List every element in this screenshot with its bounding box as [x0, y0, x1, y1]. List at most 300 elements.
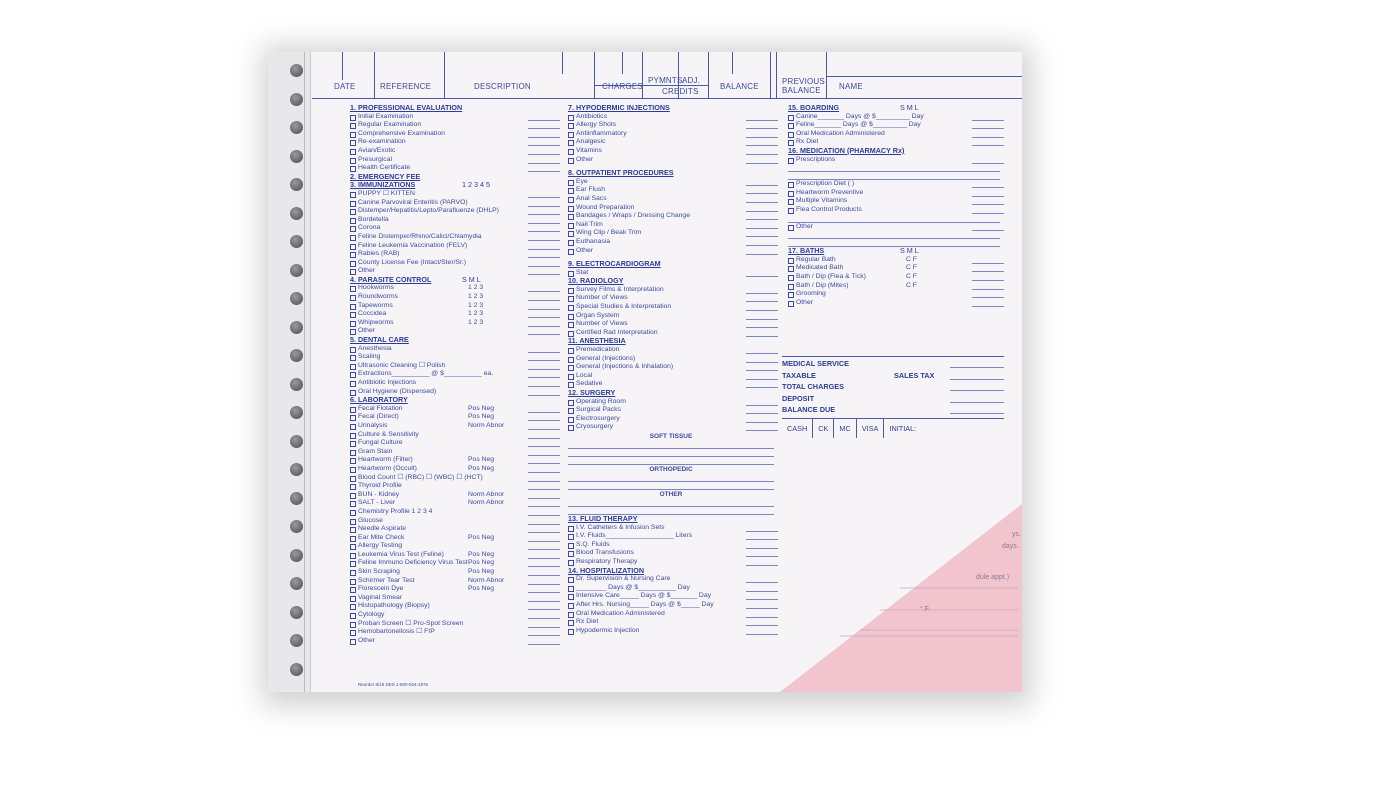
service-item-label: Florescein Dye — [358, 585, 404, 593]
checkbox[interactable] — [568, 197, 574, 203]
checkbox[interactable] — [568, 594, 574, 600]
payment-initial: INITIAL: — [889, 424, 917, 433]
service-item-label: Vaginal Smear — [358, 593, 403, 601]
checkbox[interactable] — [568, 408, 574, 414]
checkbox[interactable] — [350, 510, 356, 516]
service-item-label: Skin Scraping — [358, 568, 400, 576]
checkbox[interactable] — [568, 400, 574, 406]
service-item-label: Certified Rad Interpretation — [576, 328, 658, 336]
service-item-label: Distemper/Hepatitis/Lepto/Parafluenze (DHLP) — [358, 207, 499, 215]
section-heading — [350, 276, 556, 285]
service-item-label: Schirmer Tear Test — [358, 576, 415, 584]
section-heading-text: 15. BOARDING — [788, 103, 840, 112]
service-item-label: Bandages / Wraps / Dressing Change — [576, 212, 690, 220]
service-item — [350, 620, 556, 629]
service-item — [350, 499, 556, 508]
service-item-options: Pos Neg — [468, 568, 495, 576]
service-item-label: Cryosurgery — [576, 423, 614, 431]
checkbox[interactable] — [568, 296, 574, 302]
checkbox[interactable] — [568, 188, 574, 194]
header-payments: PYMNTS. — [648, 76, 685, 85]
service-item — [350, 482, 556, 491]
checkbox[interactable] — [350, 579, 356, 585]
checkbox[interactable] — [350, 252, 356, 258]
service-item — [350, 319, 556, 328]
service-item — [568, 147, 774, 156]
checkbox[interactable] — [568, 231, 574, 237]
service-item-label: Health Certificate — [358, 164, 411, 172]
service-item — [350, 491, 556, 500]
service-item-label: Premedication — [576, 346, 620, 354]
service-item — [350, 611, 556, 620]
service-item — [568, 398, 774, 407]
checkbox[interactable] — [350, 587, 356, 593]
checkbox[interactable] — [350, 441, 356, 447]
service-item — [350, 474, 556, 483]
service-item-label: S.Q. Fluids — [576, 540, 610, 548]
checkbox[interactable] — [568, 551, 574, 557]
section-heading — [350, 181, 556, 190]
service-item — [568, 238, 774, 247]
service-item-label: Medicated Bath — [796, 264, 844, 272]
service-item-label: Allergy Shots — [576, 121, 617, 129]
service-item — [350, 310, 556, 319]
service-item-label: Blood Transfusions — [576, 549, 634, 557]
service-item — [568, 406, 774, 415]
service-item — [568, 138, 774, 147]
service-item — [568, 415, 774, 424]
checkbox[interactable] — [350, 226, 356, 232]
service-item — [350, 594, 556, 603]
checkbox[interactable] — [350, 493, 356, 499]
service-item-label: Glucose — [358, 516, 383, 524]
checkbox[interactable] — [350, 596, 356, 602]
service-item — [350, 456, 556, 465]
copy-text-temp: ° F — [920, 606, 930, 613]
surgery-subheading: ORTHOPEDIC — [649, 465, 693, 473]
service-item-options: 1 2 3 — [468, 318, 484, 326]
checkbox[interactable] — [568, 249, 574, 255]
service-item-options: C F — [906, 264, 917, 272]
checkbox[interactable] — [350, 639, 356, 645]
checkbox[interactable] — [350, 630, 356, 636]
service-item — [568, 121, 774, 130]
header-credits: CREDITS — [662, 87, 699, 96]
checkbox[interactable] — [568, 577, 574, 583]
section-heading-text: 5. DENTAL CARE — [350, 335, 409, 345]
section-heading — [568, 260, 774, 269]
checkbox[interactable] — [788, 292, 794, 298]
service-item-label: General (Injections & Inhalation) — [576, 363, 674, 371]
feed-hole — [290, 178, 303, 191]
service-item-label: Rx Diet — [796, 138, 819, 146]
header-previous-balance: BALANCE — [782, 86, 821, 95]
service-item-label: Number of Views — [576, 320, 628, 328]
service-item-label: Re-examination — [358, 138, 406, 146]
service-item-label: Analgesic — [576, 138, 606, 146]
checkbox[interactable] — [350, 347, 356, 353]
section-heading-scale: S M L — [900, 103, 919, 112]
sales-tax-label: SALES TAX — [894, 370, 935, 380]
service-item — [350, 138, 556, 147]
checkbox[interactable] — [568, 132, 574, 138]
checkbox[interactable] — [568, 214, 574, 220]
service-item-label: Electrosurgery — [576, 414, 620, 422]
service-item — [350, 422, 556, 431]
write-in-line — [788, 231, 1000, 239]
service-item-options: C F — [906, 255, 917, 263]
service-item-options: Pos Neg — [468, 559, 495, 567]
checkbox[interactable] — [350, 536, 356, 542]
checkbox[interactable] — [568, 348, 574, 354]
checkbox[interactable] — [350, 501, 356, 507]
service-item — [788, 113, 1000, 122]
checkbox[interactable] — [788, 191, 794, 197]
checkbox[interactable] — [788, 266, 794, 272]
service-item — [568, 212, 774, 221]
checkbox[interactable] — [568, 425, 574, 431]
service-item — [350, 568, 556, 577]
service-item — [568, 247, 774, 256]
service-item — [350, 199, 556, 208]
service-item-options: 1 2 3 — [468, 301, 484, 309]
checkbox[interactable] — [568, 180, 574, 186]
feed-hole — [290, 93, 303, 106]
write-in-line — [788, 215, 1000, 223]
checkbox[interactable] — [568, 140, 574, 146]
service-item — [350, 293, 556, 302]
checkbox[interactable] — [568, 417, 574, 423]
checkbox[interactable] — [568, 374, 574, 380]
checkbox[interactable] — [568, 240, 574, 246]
checkbox[interactable] — [788, 275, 794, 281]
checkbox[interactable] — [350, 527, 356, 533]
checkbox[interactable] — [568, 603, 574, 609]
checkbox[interactable] — [568, 223, 574, 229]
checkbox[interactable] — [568, 123, 574, 129]
section-heading-text: 11. ANESTHESIA — [568, 336, 626, 346]
checkbox[interactable] — [350, 484, 356, 490]
feed-hole — [290, 520, 303, 533]
checkbox[interactable] — [568, 158, 574, 164]
feed-hole — [290, 207, 303, 220]
feed-hole — [290, 321, 303, 334]
checkbox[interactable] — [568, 322, 574, 328]
service-item — [788, 273, 1000, 282]
checkbox[interactable] — [788, 258, 794, 264]
section-heading — [568, 515, 774, 524]
service-item-label: Other — [576, 155, 593, 163]
checkbox[interactable] — [568, 612, 574, 618]
service-item-options: Pos Neg — [468, 585, 495, 593]
checkbox[interactable] — [788, 132, 794, 138]
service-item-label: Ultrasonic Cleaning ☐ Polish — [358, 361, 446, 369]
section-heading-text: 9. ELECTROCARDIOGRAM — [568, 259, 661, 269]
service-item — [788, 223, 1000, 232]
service-item-label: Leukemia Virus Test (Feline) — [358, 550, 444, 558]
service-item-label: Special Studies & Interpretation — [576, 303, 672, 311]
service-item — [350, 233, 556, 242]
feed-hole — [290, 349, 303, 362]
feed-hole — [290, 577, 303, 590]
checkbox[interactable] — [788, 208, 794, 214]
section-heading-text: 1. PROFESSIONAL EVALUATION — [350, 103, 463, 112]
service-item — [788, 264, 1000, 273]
service-item — [788, 282, 1000, 291]
service-item-options: Pos Neg — [468, 550, 495, 558]
header-previous: PREVIOUS — [782, 77, 825, 86]
service-item-options: Pos Neg — [468, 533, 495, 541]
service-item-label: Feline Immuno Deficiency Virus Test — [358, 559, 468, 567]
service-item-label: General (Injections) — [576, 354, 636, 362]
service-item-label: Eye — [576, 177, 588, 185]
service-item-label: Stat — [576, 268, 589, 276]
checkbox[interactable] — [350, 381, 356, 387]
checkbox[interactable] — [350, 140, 356, 146]
service-item-label: Anal Sacs — [576, 194, 607, 202]
checkbox[interactable] — [350, 149, 356, 155]
section-heading-text: 12. SURGERY — [568, 388, 616, 397]
checkbox[interactable] — [788, 123, 794, 129]
checkbox[interactable] — [568, 149, 574, 155]
service-item-label: Ear Flush — [576, 186, 606, 194]
copy-text-days: days. — [1002, 543, 1019, 550]
services-column-1 — [350, 104, 556, 684]
service-item — [350, 405, 556, 414]
service-item-label: Intensive Care_____ Days @ $_______ Day — [576, 592, 711, 600]
service-item — [788, 189, 1000, 198]
checkbox[interactable] — [788, 225, 794, 231]
service-item — [350, 585, 556, 594]
checkbox[interactable] — [350, 407, 356, 413]
service-item-label: Multiple Vitamins — [796, 197, 848, 205]
checkbox[interactable] — [350, 458, 356, 464]
service-item — [568, 303, 774, 312]
service-item-label: Oral Medication Administered — [796, 129, 885, 137]
service-item — [788, 121, 1000, 130]
checkbox[interactable] — [350, 622, 356, 628]
section-heading-text: 13. FLUID THERAPY — [568, 513, 638, 523]
service-item — [568, 363, 774, 372]
feed-hole — [290, 121, 303, 134]
section-heading — [568, 277, 774, 286]
surgery-subheading: OTHER — [659, 490, 683, 498]
tractor-feed-strip — [268, 52, 311, 692]
service-item-label: Presurgical — [358, 155, 392, 163]
service-item-label: Needle Aspirate — [358, 525, 406, 533]
service-item — [568, 286, 774, 295]
write-in-line — [568, 441, 774, 449]
deposit-label: DEPOSIT — [782, 393, 1004, 405]
service-item — [350, 130, 556, 139]
service-item — [350, 259, 556, 268]
checkbox[interactable] — [350, 450, 356, 456]
service-item — [350, 628, 556, 637]
service-item — [350, 508, 556, 517]
section-heading — [350, 104, 556, 113]
checkbox[interactable] — [568, 620, 574, 626]
payment-check: CK — [813, 419, 834, 439]
checkbox[interactable] — [350, 467, 356, 473]
write-in-line — [568, 499, 774, 507]
checkbox[interactable] — [350, 355, 356, 361]
service-item-label: Fecal Flotation — [358, 404, 403, 412]
service-item-label: Antibiotic Injections — [358, 379, 417, 386]
checkbox[interactable] — [350, 321, 356, 327]
service-item — [350, 637, 556, 646]
checkbox[interactable] — [350, 570, 356, 576]
service-item-options: C F — [906, 272, 917, 280]
checkbox[interactable] — [568, 305, 574, 311]
service-item — [568, 618, 774, 627]
service-item — [568, 221, 774, 230]
checkbox[interactable] — [788, 284, 794, 290]
checkbox[interactable] — [350, 553, 356, 559]
header-description: DESCRIPTION — [474, 82, 531, 91]
service-item — [568, 312, 774, 321]
checkbox[interactable] — [568, 115, 574, 121]
section-heading-scale: 1 2 3 4 5 — [462, 180, 490, 190]
feed-hole — [290, 606, 303, 619]
checkbox[interactable] — [350, 295, 356, 301]
service-item-label: Hookworms — [358, 284, 394, 292]
checkbox[interactable] — [350, 218, 356, 224]
service-item-label: Other — [796, 222, 813, 230]
checkbox[interactable] — [568, 586, 574, 592]
checkbox[interactable] — [350, 201, 356, 207]
service-item-label: Other — [796, 298, 813, 306]
checkbox[interactable] — [350, 561, 356, 567]
service-item-label: Corona — [358, 224, 381, 232]
checkbox[interactable] — [350, 115, 356, 121]
feed-hole — [290, 235, 303, 248]
form-header — [312, 52, 1022, 99]
service-item-label: Other — [358, 327, 375, 335]
reorder-footer: Reorder 8/15 DES 1-800-824-1876 — [358, 682, 429, 687]
service-item — [350, 345, 556, 354]
checkbox[interactable] — [788, 115, 794, 121]
feed-hole — [290, 292, 303, 305]
checkbox[interactable] — [568, 526, 574, 532]
service-item — [350, 577, 556, 586]
service-item-label: Avian/Exotic — [358, 146, 396, 154]
service-item-label: Other — [576, 246, 593, 254]
checkbox[interactable] — [350, 244, 356, 250]
payment-visa: VISA — [857, 419, 885, 439]
header-adjustments: ADJ. — [682, 76, 701, 85]
checkbox[interactable] — [568, 543, 574, 549]
checkbox[interactable] — [350, 415, 356, 421]
checkbox[interactable] — [788, 301, 794, 307]
service-item-label: Organ System — [576, 311, 620, 319]
section-heading — [568, 104, 774, 113]
checkbox[interactable] — [350, 364, 356, 370]
write-in-line — [568, 482, 774, 490]
checkbox[interactable] — [350, 424, 356, 430]
service-item-label: Other — [358, 267, 375, 275]
checkbox[interactable] — [350, 158, 356, 164]
veterinary-invoice-form — [268, 52, 1022, 692]
feed-hole — [290, 492, 303, 505]
checkbox[interactable] — [350, 433, 356, 439]
service-item-label: Prescriptions — [796, 155, 836, 163]
services-column-2 — [568, 104, 774, 684]
service-item — [350, 353, 556, 362]
service-item-label: Heartworm (Filter) — [358, 456, 413, 464]
section-heading-text: 14. HOSPITALIZATION — [568, 565, 645, 575]
checkbox[interactable] — [350, 604, 356, 610]
service-item-label: Comprehensive Examination — [358, 129, 445, 137]
service-item-label: Local — [576, 371, 593, 379]
checkbox[interactable] — [350, 192, 356, 198]
checkbox[interactable] — [568, 629, 574, 635]
service-item-label: ________ Days @ $__________ Day — [576, 583, 690, 591]
service-item-label: Flea Control Products — [796, 205, 862, 213]
checkbox[interactable] — [350, 209, 356, 215]
service-item — [350, 250, 556, 259]
checkbox[interactable] — [350, 476, 356, 482]
copy-text-schedule: dule appt.) — [976, 574, 1010, 581]
checkbox[interactable] — [788, 199, 794, 205]
service-item-label: I.V. Fluids__________________ Liters — [576, 532, 693, 540]
service-item-label: Heartworm Preventive — [796, 188, 864, 196]
checkbox[interactable] — [350, 544, 356, 550]
checkbox[interactable] — [350, 312, 356, 318]
header-charges: CHARGES — [602, 82, 643, 91]
service-item-label: Anesthesia — [358, 344, 392, 352]
checkbox[interactable] — [350, 304, 356, 310]
checkbox[interactable] — [350, 613, 356, 619]
checkbox[interactable] — [350, 123, 356, 129]
checkbox[interactable] — [568, 314, 574, 320]
service-item — [568, 549, 774, 558]
checkbox[interactable] — [568, 365, 574, 371]
service-item-label: Ear Mite Check — [358, 533, 405, 541]
checkbox[interactable] — [568, 288, 574, 294]
checkbox[interactable] — [350, 261, 356, 267]
service-item — [568, 532, 774, 541]
section-heading — [568, 567, 774, 576]
service-item-options: C F — [906, 281, 917, 289]
checkbox[interactable] — [568, 206, 574, 212]
checkbox[interactable] — [350, 519, 356, 525]
checkbox[interactable] — [350, 235, 356, 241]
service-item — [350, 370, 556, 379]
service-item-label: Histopathology (Biopsy) — [358, 602, 430, 610]
service-item-label: Survey Films & Interpretation — [576, 285, 664, 293]
section-heading — [350, 396, 556, 405]
checkbox[interactable] — [788, 182, 794, 188]
service-item — [568, 229, 774, 238]
checkbox[interactable] — [350, 286, 356, 292]
checkbox[interactable] — [788, 158, 794, 164]
service-item — [568, 156, 774, 165]
service-item — [350, 542, 556, 551]
service-item — [350, 190, 556, 199]
service-item-label: Respiratory Therapy — [576, 557, 638, 565]
service-item-label: Nail Trim — [576, 220, 603, 228]
service-item — [350, 242, 556, 251]
section-heading-text: 3. IMMUNIZATIONS — [350, 180, 416, 190]
service-item — [350, 559, 556, 568]
service-item — [788, 180, 1000, 189]
section-heading-text: 6. LABORATORY — [350, 395, 408, 405]
checkbox[interactable] — [350, 132, 356, 138]
checkbox[interactable] — [350, 372, 356, 378]
checkbox[interactable] — [568, 357, 574, 363]
service-item-label: Antiinflammatory — [576, 129, 627, 137]
checkbox[interactable] — [568, 534, 574, 540]
